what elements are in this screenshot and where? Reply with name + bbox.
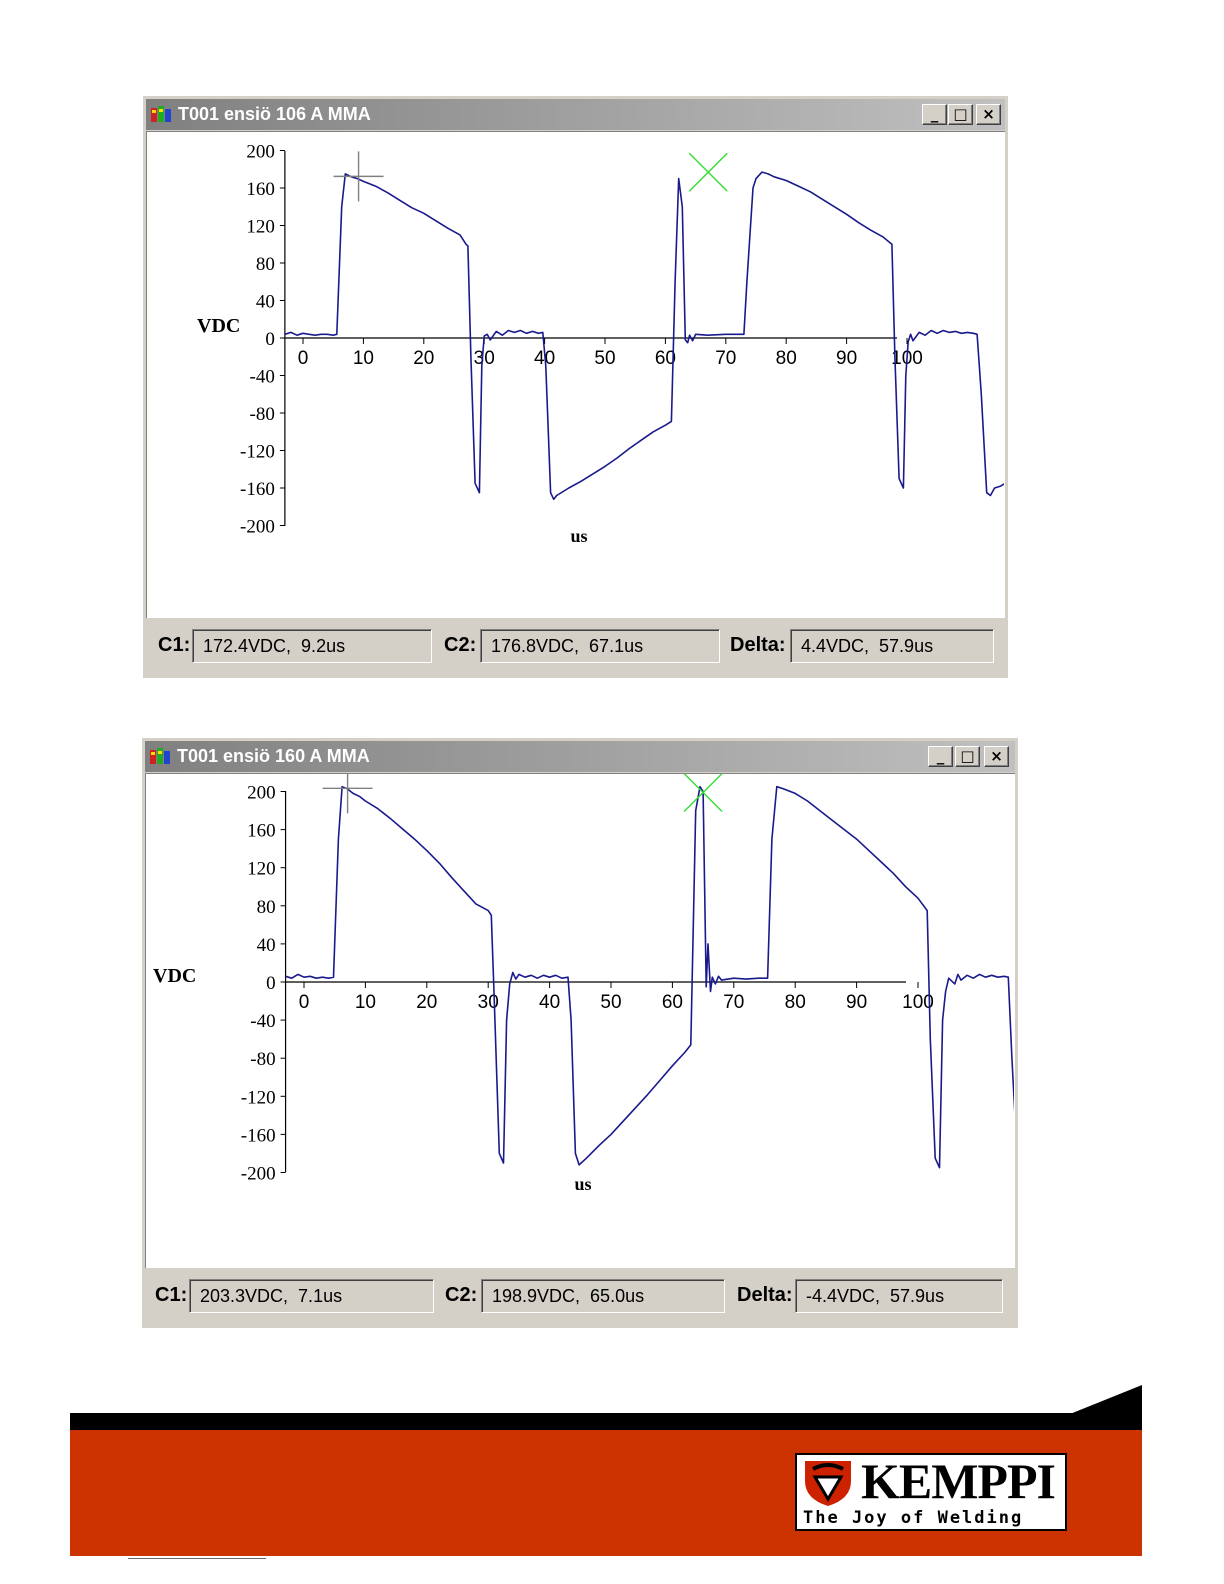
x-tick-label: 80 bbox=[775, 348, 797, 369]
waveform-series-line bbox=[285, 172, 1004, 499]
y-axis-title: VDC bbox=[197, 315, 241, 337]
x-tick-label: 10 bbox=[354, 992, 376, 1013]
x-tick-label: 20 bbox=[416, 992, 438, 1013]
x-tick-label: 70 bbox=[723, 992, 745, 1013]
x-tick-label: 30 bbox=[473, 348, 495, 369]
c2-label: C2: bbox=[444, 634, 477, 656]
plot-area[interactable] bbox=[145, 773, 1015, 1268]
cursor-c1-marker bbox=[334, 151, 384, 201]
cursor-status-bar bbox=[143, 1269, 1017, 1327]
cursor-c2-marker bbox=[689, 153, 727, 191]
delta-readout: -4.4VDC, 57.9us bbox=[795, 1279, 1003, 1313]
x-tick-label: 0 bbox=[298, 992, 310, 1013]
x-axis-title: us bbox=[570, 526, 588, 546]
y-tick-label: -80 bbox=[250, 1049, 276, 1071]
x-tick-label: 20 bbox=[413, 348, 435, 369]
x-tick-label: 100 bbox=[902, 992, 934, 1013]
window-title: T001 ensiö 106 A MMA bbox=[178, 104, 371, 124]
y-tick-label: 160 bbox=[246, 179, 275, 200]
x-tick-label: 50 bbox=[594, 348, 616, 369]
x-tick-label: 50 bbox=[600, 992, 622, 1013]
oscilloscope-window-106a bbox=[143, 96, 1008, 678]
plot-area[interactable] bbox=[146, 131, 1005, 618]
x-tick-label: 30 bbox=[477, 992, 499, 1013]
footer-black-band bbox=[70, 1413, 1142, 1430]
y-tick-label: -200 bbox=[240, 516, 275, 538]
c1-label: C1: bbox=[155, 1284, 188, 1306]
x-tick-label: 40 bbox=[539, 992, 561, 1013]
minimize-button[interactable]: _ bbox=[922, 104, 947, 125]
y-tick-label: 40 bbox=[256, 934, 276, 956]
c1-label: C1: bbox=[158, 634, 191, 656]
y-tick-label: 200 bbox=[247, 782, 276, 804]
title-bar[interactable] bbox=[145, 741, 1015, 772]
maximize-button[interactable]: □ bbox=[955, 746, 980, 767]
title-bar[interactable] bbox=[146, 99, 1005, 130]
y-tick-label: -160 bbox=[240, 1125, 276, 1147]
minimize-button[interactable]: _ bbox=[928, 746, 953, 767]
kemppi-shield-icon bbox=[803, 1459, 853, 1507]
y-tick-label: -120 bbox=[240, 441, 275, 463]
waveform-series-line bbox=[286, 787, 1014, 1168]
maximize-button[interactable]: □ bbox=[948, 104, 973, 125]
y-tick-label: -160 bbox=[240, 479, 275, 500]
x-tick-label: 40 bbox=[534, 348, 556, 369]
delta-readout: 4.4VDC, 57.9us bbox=[790, 629, 994, 663]
y-tick-label: -40 bbox=[250, 1011, 276, 1033]
waveform-chart[interactable] bbox=[147, 132, 1004, 618]
window-title: T001 ensiö 160 A MMA bbox=[177, 746, 370, 766]
y-tick-label: 0 bbox=[266, 973, 276, 994]
app-icon bbox=[151, 106, 171, 124]
c1-readout: 172.4VDC, 9.2us bbox=[192, 629, 432, 663]
app-icon bbox=[150, 748, 170, 766]
y-tick-label: 160 bbox=[247, 820, 276, 842]
logo-tagline: The Joy of Welding bbox=[803, 1508, 1024, 1528]
c1-readout: 203.3VDC, 7.1us bbox=[189, 1279, 434, 1313]
x-tick-label: 90 bbox=[846, 992, 868, 1013]
y-tick-label: -80 bbox=[249, 404, 275, 425]
x-tick-label: 80 bbox=[784, 992, 806, 1013]
y-tick-label: 120 bbox=[247, 858, 276, 880]
x-tick-label: 60 bbox=[661, 992, 683, 1013]
x-tick-label: 0 bbox=[297, 348, 309, 369]
y-tick-label: 80 bbox=[255, 254, 275, 275]
footer-rule bbox=[128, 1558, 266, 1559]
waveform-chart[interactable] bbox=[146, 774, 1014, 1268]
x-tick-label: 90 bbox=[836, 348, 858, 369]
y-tick-label: -40 bbox=[249, 366, 275, 388]
y-tick-label: 120 bbox=[246, 216, 275, 238]
y-tick-label: 200 bbox=[246, 141, 275, 163]
y-tick-label: -200 bbox=[240, 1163, 276, 1185]
kemppi-logo bbox=[795, 1453, 1067, 1531]
delta-label: Delta: bbox=[730, 634, 786, 656]
y-tick-label: 0 bbox=[265, 329, 275, 350]
x-tick-label: 70 bbox=[715, 348, 737, 369]
cursor-c1-marker bbox=[323, 774, 373, 813]
delta-label: Delta: bbox=[737, 1284, 793, 1306]
close-button[interactable]: × bbox=[984, 746, 1009, 767]
x-tick-label: 10 bbox=[352, 348, 374, 369]
x-axis-title: us bbox=[574, 1174, 592, 1194]
x-tick-label: 60 bbox=[654, 348, 676, 369]
oscilloscope-window-160a bbox=[142, 738, 1018, 1328]
close-button[interactable]: × bbox=[976, 104, 1001, 125]
y-tick-label: 80 bbox=[256, 896, 276, 918]
cursor-status-bar bbox=[144, 619, 1007, 677]
logo-wordmark: KEMPPI bbox=[861, 1453, 1055, 1509]
x-tick-label: 100 bbox=[891, 348, 923, 369]
c2-label: C2: bbox=[445, 1284, 478, 1306]
y-axis-title: VDC bbox=[153, 965, 197, 987]
y-tick-label: -120 bbox=[240, 1087, 276, 1109]
y-tick-label: 40 bbox=[255, 291, 275, 313]
c2-readout: 198.9VDC, 65.0us bbox=[481, 1279, 725, 1313]
c2-readout: 176.8VDC, 67.1us bbox=[480, 629, 720, 663]
